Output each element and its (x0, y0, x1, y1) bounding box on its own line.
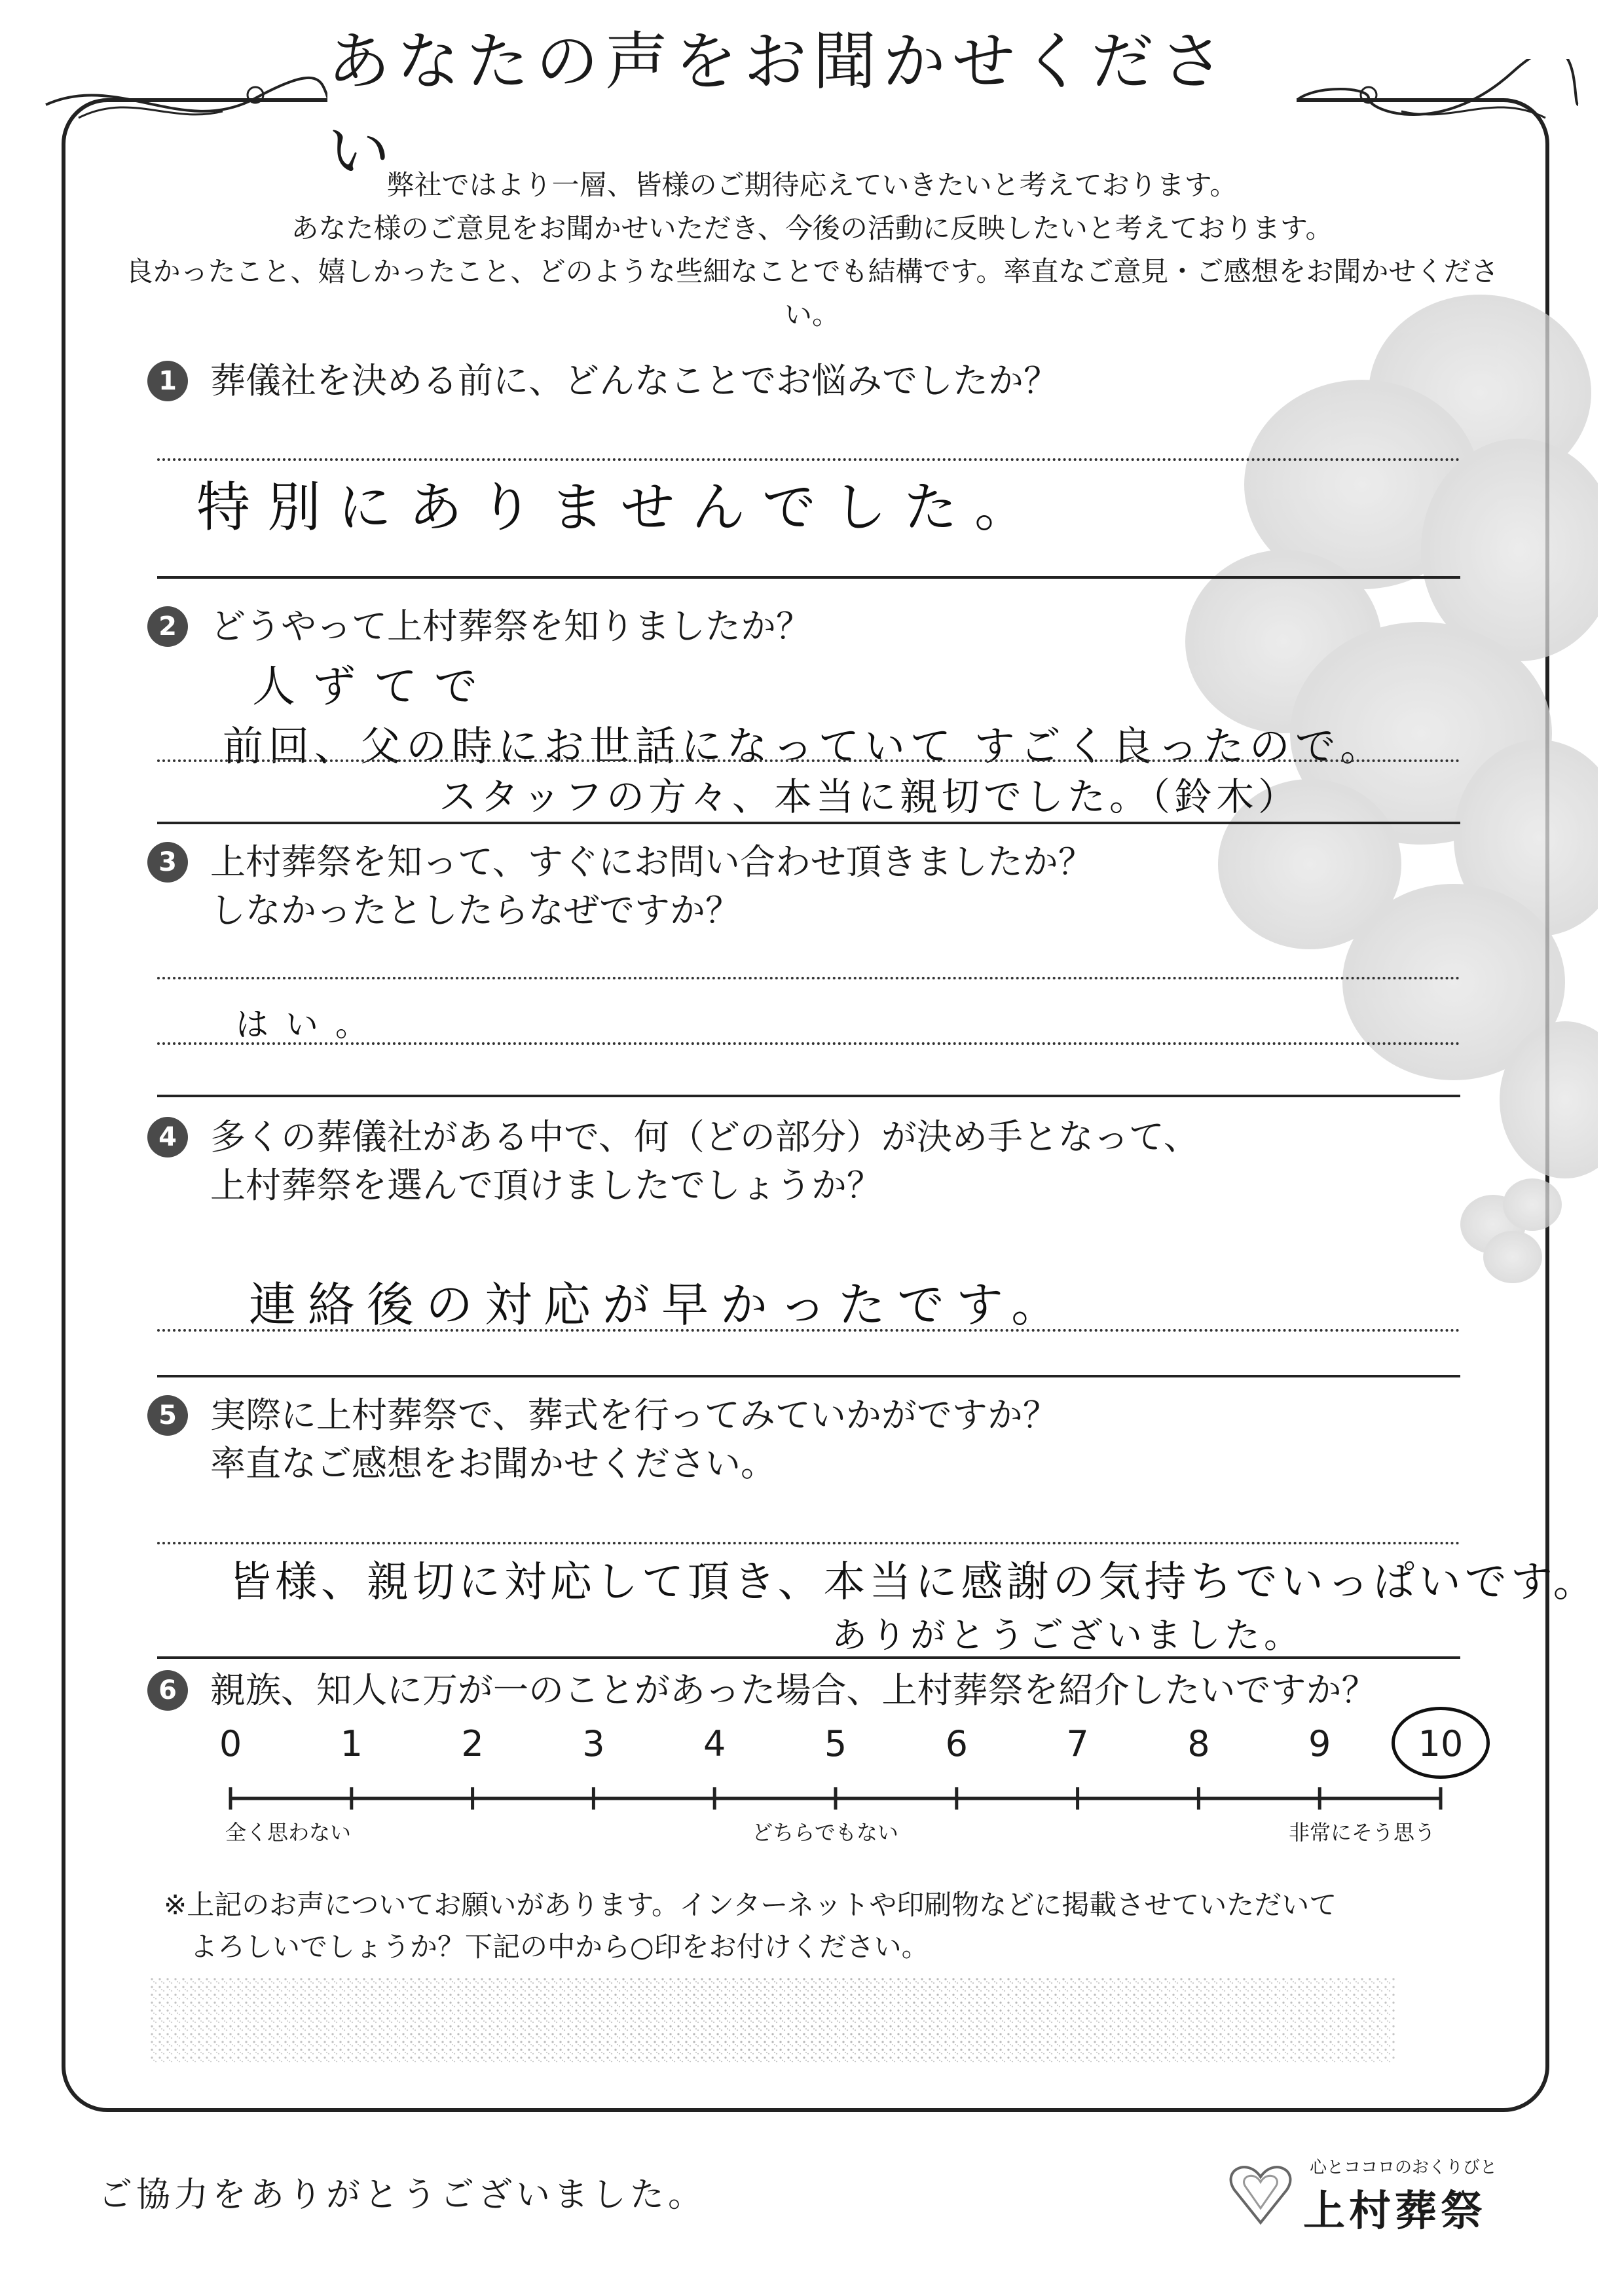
scale-number-8: 8 (1187, 1723, 1210, 1764)
question-text: 親族、知人に万が一のことがあった場合、上村葬祭を紹介したいですか？ (210, 1669, 1377, 1711)
question-text: 上村葬祭を知って、すぐにお問い合わせ頂きましたか？ (210, 841, 1094, 883)
question-text: 多くの葬儀社がある中で、何（どの部分）が決め手となって、 (210, 1116, 1199, 1157)
question-text: 実際に上村葬祭で、葬式を行ってみていかがですか？ (210, 1394, 1058, 1436)
flourish-right-ornament (1290, 59, 1585, 144)
answer-5-handwriting-line-2: ありがとうございました。 (832, 1614, 1303, 1656)
question-text: 葬儀社を決める前に、どんなことでお悩みでしたか？ (210, 360, 1059, 401)
clover-watermark (1113, 275, 1598, 1427)
question-6 (147, 1666, 1376, 1715)
answer-line (157, 1329, 1460, 1332)
question-2 (147, 602, 811, 651)
answer-line (157, 759, 1460, 762)
scale-number-6: 6 (945, 1723, 968, 1764)
flourish-left-ornament (39, 59, 334, 144)
question-text: 率直なご感想をお聞かせください。 (210, 1443, 776, 1484)
answer-2-handwriting-line-3: スタッフの方々、本当に親切でした。（鈴木） (439, 774, 1301, 819)
question-text: 上村葬祭を選んで頂けましたでしょうか？ (210, 1165, 882, 1206)
question-text: しなかったとしたらなぜですか？ (210, 890, 741, 931)
intro-line: 良かったこと、嬉しかったこと、どのような些細なことでも結構です。率直なご意見・ご感想をお聞かせください。 (125, 255, 1499, 331)
scale-number-4: 4 (703, 1723, 726, 1764)
consent-note (164, 1884, 1337, 1968)
question-number-badge: 2 (147, 606, 188, 647)
answer-2-handwriting-line-2: 前回、父の時にお世話になっていて すごく良ったので。 (223, 722, 1386, 770)
intro-text (98, 164, 1526, 337)
intro-line: 弊社ではより一層、皆様のご期待応えていきたいと考えております。 (386, 169, 1238, 201)
scanned-options-area (151, 1977, 1395, 2062)
question-4 (147, 1113, 1199, 1210)
logo-name: 上村葬祭 (1303, 2187, 1486, 2236)
scale-number-7: 7 (1066, 1723, 1089, 1764)
thanks-message: ご協力をありがとうございました。 (98, 2176, 707, 2215)
note-line: よろしいでしょうか？下記の中から○印をお付けください。 (190, 1931, 929, 1963)
answer-1-handwriting: 特別にありませんでした。 (196, 477, 1046, 539)
answer-line (157, 1542, 1460, 1544)
scale-number-5: 5 (824, 1723, 847, 1764)
answer-line (157, 1042, 1460, 1045)
section-divider (157, 1095, 1460, 1097)
scale-number-10: 10 (1418, 1723, 1464, 1764)
logo-tagline: 心とココロのおくりびと (1310, 2158, 1498, 2178)
scale-caption-mid: どちらでもない (752, 1820, 898, 1845)
answer-3-handwriting: はい。 (236, 1006, 385, 1044)
answer-5-handwriting-line-1: 皆様、親切に対応して頂き、本当に感謝の気持ちでいっぱいです。 (229, 1558, 1599, 1607)
answer-line (157, 977, 1460, 979)
question-number-badge: 3 (147, 842, 188, 883)
section-divider (157, 576, 1460, 579)
question-1 (147, 357, 1059, 405)
scale-caption-low: 全く思わない (225, 1820, 352, 1845)
section-divider (157, 1656, 1460, 1659)
answer-4-handwriting: 連絡後の対応が早かったです。 (249, 1277, 1071, 1332)
scale-number-3: 3 (582, 1723, 605, 1764)
scale-number-2: 2 (461, 1723, 484, 1764)
question-text: どうやって上村葬祭を知りましたか？ (210, 606, 811, 647)
question-number-badge: 5 (147, 1395, 188, 1436)
answer-line (157, 458, 1460, 461)
scale-number-1: 1 (340, 1723, 363, 1764)
note-line: ※上記のお声についてお願いがあります。インターネットや印刷物などに掲載させていただいて (164, 1889, 1337, 1921)
scale-number-0: 0 (219, 1723, 242, 1764)
question-3 (147, 838, 1094, 935)
section-divider (157, 822, 1460, 824)
scale-number-9: 9 (1308, 1723, 1331, 1764)
intro-line: あなた様のご意見をお聞かせいただき、今後の活動に反映したいと考えております。 (291, 212, 1333, 244)
scale-caption-high: 非常にそう思う (1288, 1820, 1436, 1845)
page-title: あなたの声をお聞かせください (327, 25, 1230, 188)
question-number-badge: 4 (147, 1117, 188, 1157)
question-5 (147, 1391, 1058, 1488)
question-number-badge: 1 (147, 361, 188, 401)
answer-2-handwriting-line-1: 人ずてで (252, 661, 494, 712)
section-divider (157, 1375, 1460, 1377)
question-number-badge: 6 (147, 1670, 188, 1711)
selected-rating-circle (1392, 1707, 1490, 1779)
